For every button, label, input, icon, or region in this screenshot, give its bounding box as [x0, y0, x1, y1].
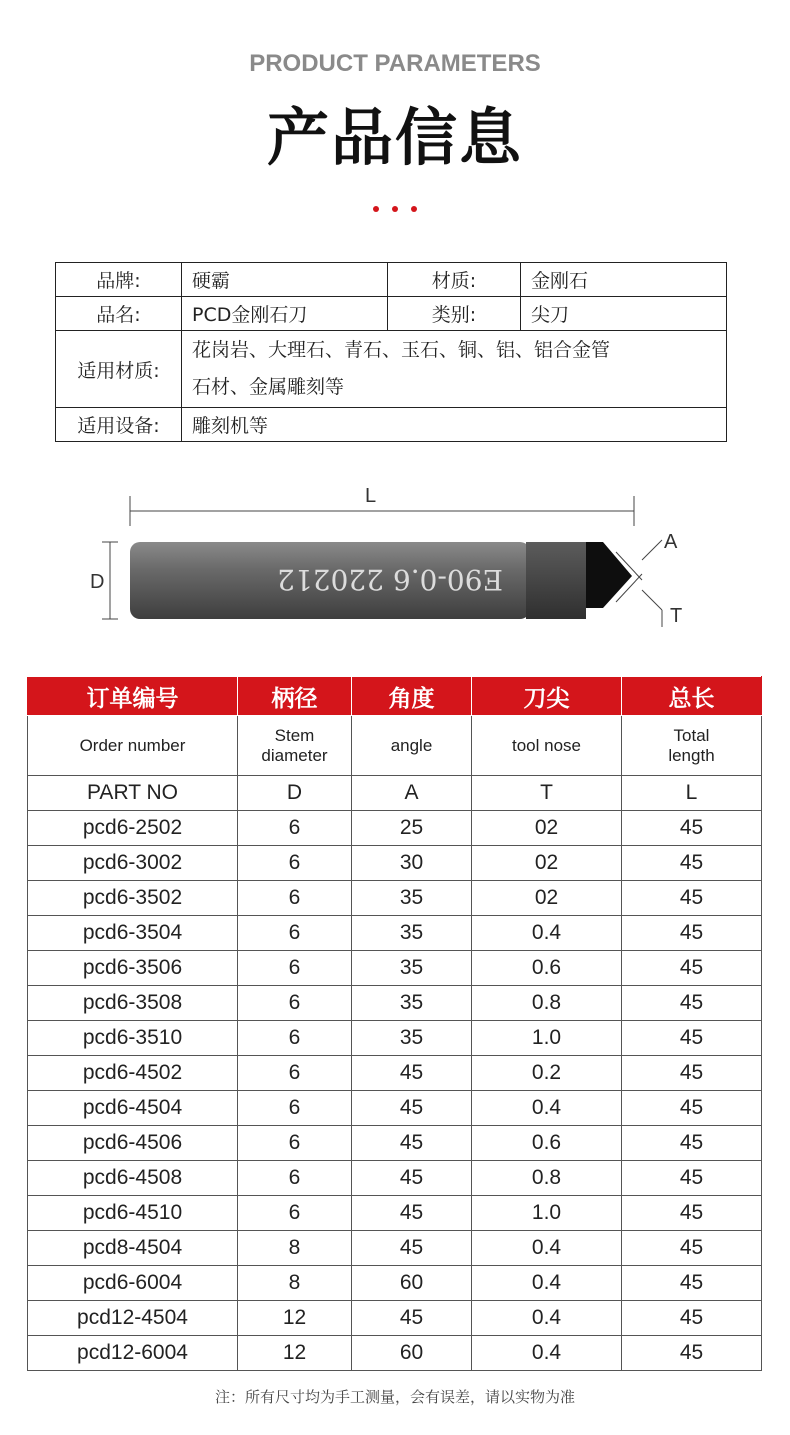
equipment-value: 雕刻机等: [182, 408, 727, 442]
tool-nose-cell: 0.4: [472, 1231, 622, 1266]
tool-collar: [526, 542, 586, 619]
tool-nose-cell: 0.4: [472, 916, 622, 951]
stem-diameter-cell: 6: [238, 1126, 352, 1161]
total-length-cell: 45: [622, 916, 762, 951]
tool-nose-cell: 0.2: [472, 1056, 622, 1091]
tool-nose-cell: 0.4: [472, 1091, 622, 1126]
angle-cell: 35: [352, 881, 472, 916]
stem-diameter-cell: 6: [238, 1021, 352, 1056]
tool-nose-cell: 1.0: [472, 1021, 622, 1056]
stem-diameter-cell: 6: [238, 951, 352, 986]
table-row: [28, 1021, 762, 1056]
angle-cell: 45: [352, 1161, 472, 1196]
column-header-en: Order number: [28, 716, 238, 776]
total-length-cell: 45: [622, 1266, 762, 1301]
category-label: 类别:: [388, 297, 521, 331]
stem-diameter-cell: 6: [238, 1196, 352, 1231]
applicable-material-line1: 花岗岩、大理石、青石、玉石、铜、铝、铝合金管: [192, 339, 611, 361]
total-length-cell: 45: [622, 846, 762, 881]
column-code: PART NO: [28, 776, 238, 811]
column-header: 总长: [622, 677, 762, 716]
table-row: [28, 811, 762, 846]
tool-nose-cell: 0.4: [472, 1266, 622, 1301]
stem-diameter-cell: 6: [238, 811, 352, 846]
dot-icon: [392, 206, 398, 212]
angle-cell: 45: [352, 1196, 472, 1231]
angle-cell: 35: [352, 916, 472, 951]
table-row: [28, 1056, 762, 1091]
column-header-en: angle: [352, 716, 472, 776]
tool-diagram: [80, 482, 720, 642]
stem-diameter-cell: 12: [238, 1336, 352, 1371]
angle-cell: 45: [352, 1126, 472, 1161]
angle-label: A: [664, 531, 678, 553]
total-length-cell: 45: [622, 811, 762, 846]
angle-cell: 30: [352, 846, 472, 881]
part-no-cell: pcd6-2502: [28, 811, 238, 846]
part-no-cell: pcd8-4504: [28, 1231, 238, 1266]
part-no-cell: pcd6-4504: [28, 1091, 238, 1126]
applicable-material-line2: 石材、金属雕刻等: [192, 376, 345, 398]
name-label: 品名:: [56, 297, 182, 331]
table-row: [28, 1091, 762, 1126]
diameter-label: D: [90, 571, 105, 593]
dot-icon: [411, 206, 417, 212]
total-length-cell: 45: [622, 1231, 762, 1266]
table-row: [28, 1196, 762, 1231]
angle-cell: 35: [352, 951, 472, 986]
part-no-cell: pcd6-6004: [28, 1266, 238, 1301]
column-code: T: [472, 776, 622, 811]
stem-diameter-cell: 6: [238, 986, 352, 1021]
tool-nose-cell: 0.4: [472, 1301, 622, 1336]
part-no-cell: pcd6-4506: [28, 1126, 238, 1161]
angle-cell: 45: [352, 1301, 472, 1336]
column-header-en: Stem diameter: [238, 716, 352, 776]
tool-nose-cell: 0.8: [472, 986, 622, 1021]
table-row: [28, 1231, 762, 1266]
brand-value: 硬霸: [182, 263, 388, 297]
table-row: [28, 1161, 762, 1196]
table-row: [28, 1266, 762, 1301]
tip-label: T: [670, 605, 683, 627]
info-row: [56, 263, 727, 297]
brand-label: 品牌:: [56, 263, 182, 297]
table-row: [28, 846, 762, 881]
part-no-cell: pcd6-4502: [28, 1056, 238, 1091]
decorative-dots: [373, 206, 417, 214]
part-no-cell: pcd6-3002: [28, 846, 238, 881]
title-en: PRODUCT PARAMETERS: [249, 50, 541, 77]
table-row: [28, 1301, 762, 1336]
total-length-cell: 45: [622, 1126, 762, 1161]
part-no-cell: pcd6-3508: [28, 986, 238, 1021]
part-no-cell: pcd12-6004: [28, 1336, 238, 1371]
total-length-cell: 45: [622, 1091, 762, 1126]
header-row-cn: [28, 677, 762, 716]
stem-diameter-cell: 8: [238, 1231, 352, 1266]
total-length-cell: 45: [622, 1021, 762, 1056]
tool-nose-cell: 1.0: [472, 1196, 622, 1231]
tip-leader: [642, 590, 662, 610]
tool-engraving: E90-0.6 220212: [277, 563, 503, 596]
material-label: 材质:: [388, 263, 521, 297]
column-header-en: Total length: [622, 716, 762, 776]
stem-diameter-cell: 6: [238, 846, 352, 881]
dot-icon: [373, 206, 379, 212]
table-row: [28, 916, 762, 951]
tool-nose-cell: 0.6: [472, 951, 622, 986]
part-no-cell: pcd6-3504: [28, 916, 238, 951]
total-length-cell: 45: [622, 1056, 762, 1091]
part-no-cell: pcd6-3506: [28, 951, 238, 986]
part-no-cell: pcd6-4510: [28, 1196, 238, 1231]
name-value: PCD金刚石刀: [182, 297, 388, 331]
applicable-material-label: 适用材质:: [56, 331, 182, 408]
total-length-cell: 45: [622, 1196, 762, 1231]
measurement-note: 注：所有尺寸均为手工测量，会有误差，请以实物为准: [214, 1388, 575, 1406]
stem-diameter-cell: 6: [238, 1091, 352, 1126]
angle-cell: 25: [352, 811, 472, 846]
tool-nose-cell: 02: [472, 881, 622, 916]
stem-diameter-cell: 8: [238, 1266, 352, 1301]
angle-cell: 45: [352, 1231, 472, 1266]
angle-cell: 45: [352, 1056, 472, 1091]
length-label: L: [365, 485, 377, 507]
table-row: [28, 1336, 762, 1371]
info-row: [56, 331, 727, 408]
column-code: A: [352, 776, 472, 811]
column-header: 柄径: [238, 677, 352, 716]
material-value: 金刚石: [521, 263, 727, 297]
total-length-cell: 45: [622, 1161, 762, 1196]
applicable-material-value: [182, 331, 727, 408]
equipment-label: 适用设备:: [56, 408, 182, 442]
column-header: 刀尖: [472, 677, 622, 716]
stem-diameter-cell: 6: [238, 881, 352, 916]
category-value: 尖刀: [521, 297, 727, 331]
column-header: 订单编号: [28, 677, 238, 716]
tool-nose-cell: 02: [472, 846, 622, 881]
table-row: [28, 1126, 762, 1161]
total-length-cell: 45: [622, 881, 762, 916]
part-no-cell: pcd6-3510: [28, 1021, 238, 1056]
stem-diameter-cell: 6: [238, 1161, 352, 1196]
table-row: [28, 951, 762, 986]
angle-cell: 60: [352, 1336, 472, 1371]
total-length-cell: 45: [622, 951, 762, 986]
angle-cell: 45: [352, 1091, 472, 1126]
angle-leader: [642, 540, 662, 560]
column-code: D: [238, 776, 352, 811]
tool-nose-cell: 02: [472, 811, 622, 846]
header-row-en: [28, 716, 762, 776]
total-length-cell: 45: [622, 1301, 762, 1336]
tool-nose-cell: 0.4: [472, 1336, 622, 1371]
header-row-code: [28, 776, 762, 811]
tool-nose-cell: 0.8: [472, 1161, 622, 1196]
info-table: [55, 262, 727, 442]
tool-nose-cell: 0.6: [472, 1126, 622, 1161]
table-row: [28, 881, 762, 916]
angle-cell: 35: [352, 1021, 472, 1056]
angle-cell: 35: [352, 986, 472, 1021]
part-no-cell: pcd6-3502: [28, 881, 238, 916]
info-row: [56, 297, 727, 331]
total-length-cell: 45: [622, 986, 762, 1021]
title-cn: 产品信息: [266, 101, 523, 174]
total-length-cell: 45: [622, 1336, 762, 1371]
tool-tip: [586, 542, 632, 608]
stem-diameter-cell: 6: [238, 1056, 352, 1091]
part-no-cell: pcd6-4508: [28, 1161, 238, 1196]
column-header-en: tool nose: [472, 716, 622, 776]
stem-diameter-cell: 12: [238, 1301, 352, 1336]
stem-diameter-cell: 6: [238, 916, 352, 951]
part-no-cell: pcd12-4504: [28, 1301, 238, 1336]
table-row: [28, 986, 762, 1021]
angle-cell: 60: [352, 1266, 472, 1301]
column-header: 角度: [352, 677, 472, 716]
info-row: [56, 408, 727, 442]
column-code: L: [622, 776, 762, 811]
spec-table: [27, 676, 762, 1371]
